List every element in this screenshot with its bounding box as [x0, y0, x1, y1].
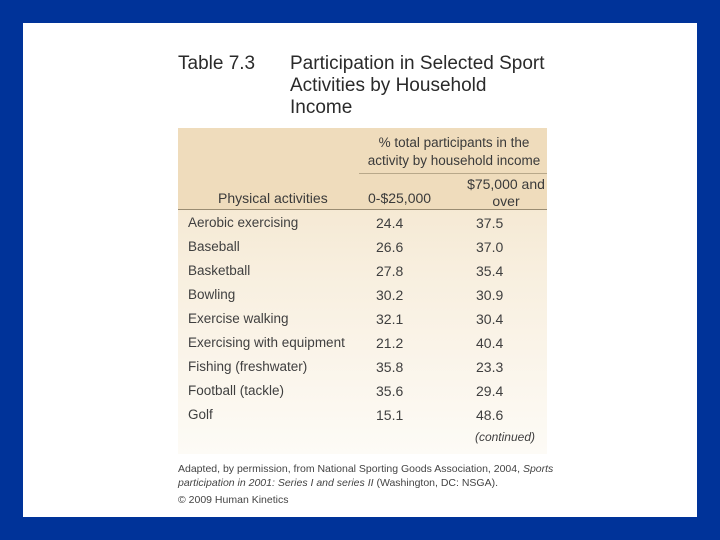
low-income-cell: 27.8: [376, 263, 404, 279]
table-row: [178, 308, 547, 332]
activity-cell: Exercise walking: [188, 311, 289, 326]
table-body: [178, 212, 547, 428]
source-note: [178, 462, 558, 490]
table-row: [178, 284, 547, 308]
low-income-cell: 35.8: [376, 359, 404, 375]
source-plain: Adapted, by permission, from National Sporting Goods Association, 2004,: [178, 463, 521, 475]
column-header-activity: Physical activities: [218, 190, 328, 206]
activity-cell: Football (tackle): [188, 383, 285, 398]
activity-cell: Baseball: [188, 239, 240, 254]
activity-cell: Golf: [188, 407, 213, 422]
low-income-cell: 24.4: [376, 215, 404, 231]
table-row: [178, 356, 547, 380]
activity-cell: Basketball: [188, 263, 251, 278]
low-income-cell: 26.6: [376, 239, 404, 255]
high-income-cell: 40.4: [476, 335, 504, 351]
table-row: [178, 332, 547, 356]
high-income-cell: 37.5: [476, 215, 504, 231]
slide: [23, 23, 697, 517]
table-row: [178, 236, 547, 260]
high-income-cell: 48.6: [476, 407, 504, 423]
low-income-cell: 32.1: [376, 311, 404, 327]
high-income-cell: 30.4: [476, 311, 504, 327]
column-header-high-income: $75,000 and over: [467, 176, 545, 209]
activity-cell: Fishing (freshwater): [188, 359, 308, 374]
high-income-cell: 29.4: [476, 383, 504, 399]
table-title: Participation in Selected Sport Activities by Household Income: [290, 53, 545, 118]
group-header: % total participants in the activity by household income: [367, 135, 541, 168]
activity-cell: Aerobic exercising: [188, 215, 299, 230]
high-income-cell: 23.3: [476, 359, 504, 375]
table-title-row: [178, 53, 551, 128]
low-income-cell: 15.1: [376, 407, 404, 423]
high-income-cell: 37.0: [476, 239, 504, 255]
high-income-cell: 30.9: [476, 287, 504, 303]
data-table: [178, 128, 547, 454]
table-row: [178, 380, 547, 404]
table-header: [178, 128, 547, 210]
source-end: (Washington, DC: NSGA).: [376, 477, 499, 489]
high-income-cell: 35.4: [476, 263, 504, 279]
low-income-cell: 30.2: [376, 287, 404, 303]
table-figure: [178, 53, 554, 506]
continued-note: (continued): [474, 430, 535, 444]
copyright-note: © 2009 Human Kinetics: [178, 494, 289, 506]
table-row: [178, 212, 547, 236]
header-rule: [178, 209, 547, 210]
activity-cell: Exercising with equipment: [188, 335, 345, 350]
continued-note-row: [178, 428, 547, 454]
low-income-cell: 35.6: [376, 383, 404, 399]
low-income-cell: 21.2: [376, 335, 404, 351]
activity-cell: Bowling: [188, 287, 236, 302]
group-header-rule: [359, 173, 547, 174]
table-number: Table 7.3: [178, 53, 256, 74]
table-row: [178, 260, 547, 284]
source-italic: Sports participation in 2001: Series I and series II: [178, 463, 554, 489]
column-header-low-income: 0-$25,000: [368, 190, 432, 206]
table-row: [178, 404, 547, 428]
